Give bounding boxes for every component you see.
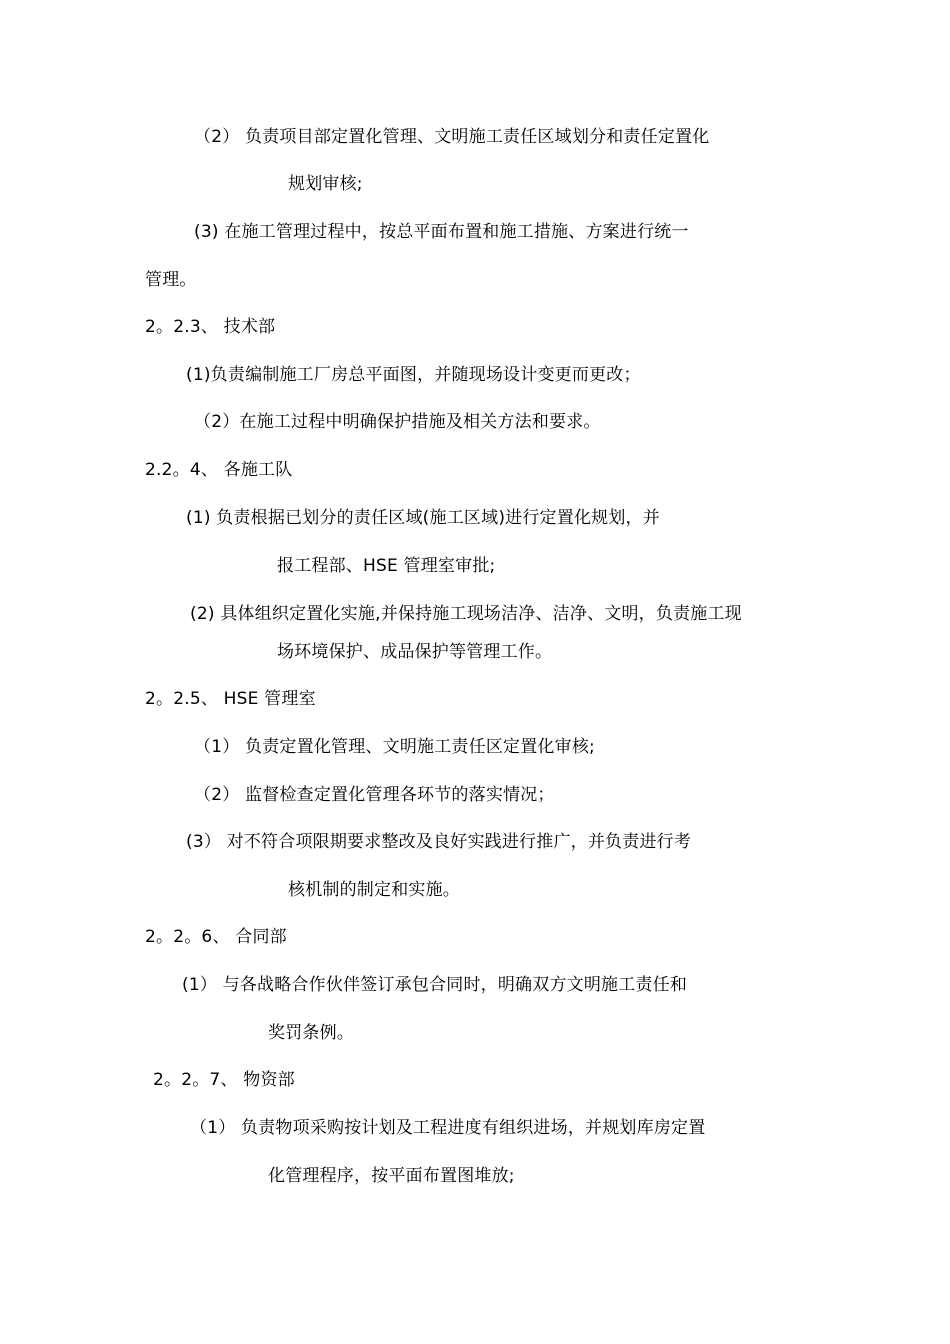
text-line: 化管理程序，按平面布置图堆放;	[268, 1166, 515, 1186]
text-line: 规划审核;	[288, 174, 363, 194]
text-line: （1） 负责定置化管理、文明施工责任区定置化审核;	[194, 737, 595, 757]
text-line: 报工程部、HSE 管理室审批;	[277, 556, 496, 576]
text-line: （2） 负责项目部定置化管理、文明施工责任区域划分和责任定置化	[194, 127, 710, 147]
text-line: 场环境保护、成品保护等管理工作。	[277, 642, 553, 662]
text-line: 奖罚条例。	[268, 1023, 354, 1043]
text-line: (1） 与各战略合作伙伴签订承包合同时，明确双方文明施工责任和	[182, 975, 688, 995]
section-heading: 2.2。4、 各施工队	[145, 460, 293, 480]
section-heading: 2。2。7、 物资部	[153, 1070, 295, 1090]
text-line: (1)负责编制施工厂房总平面图，并随现场设计变更而更改；	[186, 365, 641, 385]
text-line: （2） 监督检查定置化管理各环节的落实情况；	[194, 785, 555, 805]
text-line: 管理。	[145, 270, 197, 290]
text-line: （2）在施工过程中明确保护措施及相关方法和要求。	[194, 412, 601, 432]
section-heading: 2。2.3、 技术部	[145, 317, 276, 337]
text-line: (1) 负责根据已划分的责任区域(施工区域)进行定置化规划，并	[186, 508, 660, 528]
text-line: (3） 对不符合项限期要求整改及良好实践进行推广，并负责进行考	[186, 832, 692, 852]
text-line: (3) 在施工管理过程中，按总平面布置和施工措施、方案进行统一	[194, 222, 689, 242]
text-line: (2) 具体组织定置化实施,并保持施工现场洁净、洁净、文明，负责施工现	[190, 604, 742, 624]
section-heading: 2。2。6、 合同部	[145, 927, 287, 947]
text-line: （1） 负责物项采购按计划及工程进度有组织进场，并规划库房定置	[190, 1118, 706, 1138]
text-line: 核机制的制定和实施。	[288, 880, 460, 900]
section-heading: 2。2.5、 HSE 管理室	[145, 689, 316, 709]
